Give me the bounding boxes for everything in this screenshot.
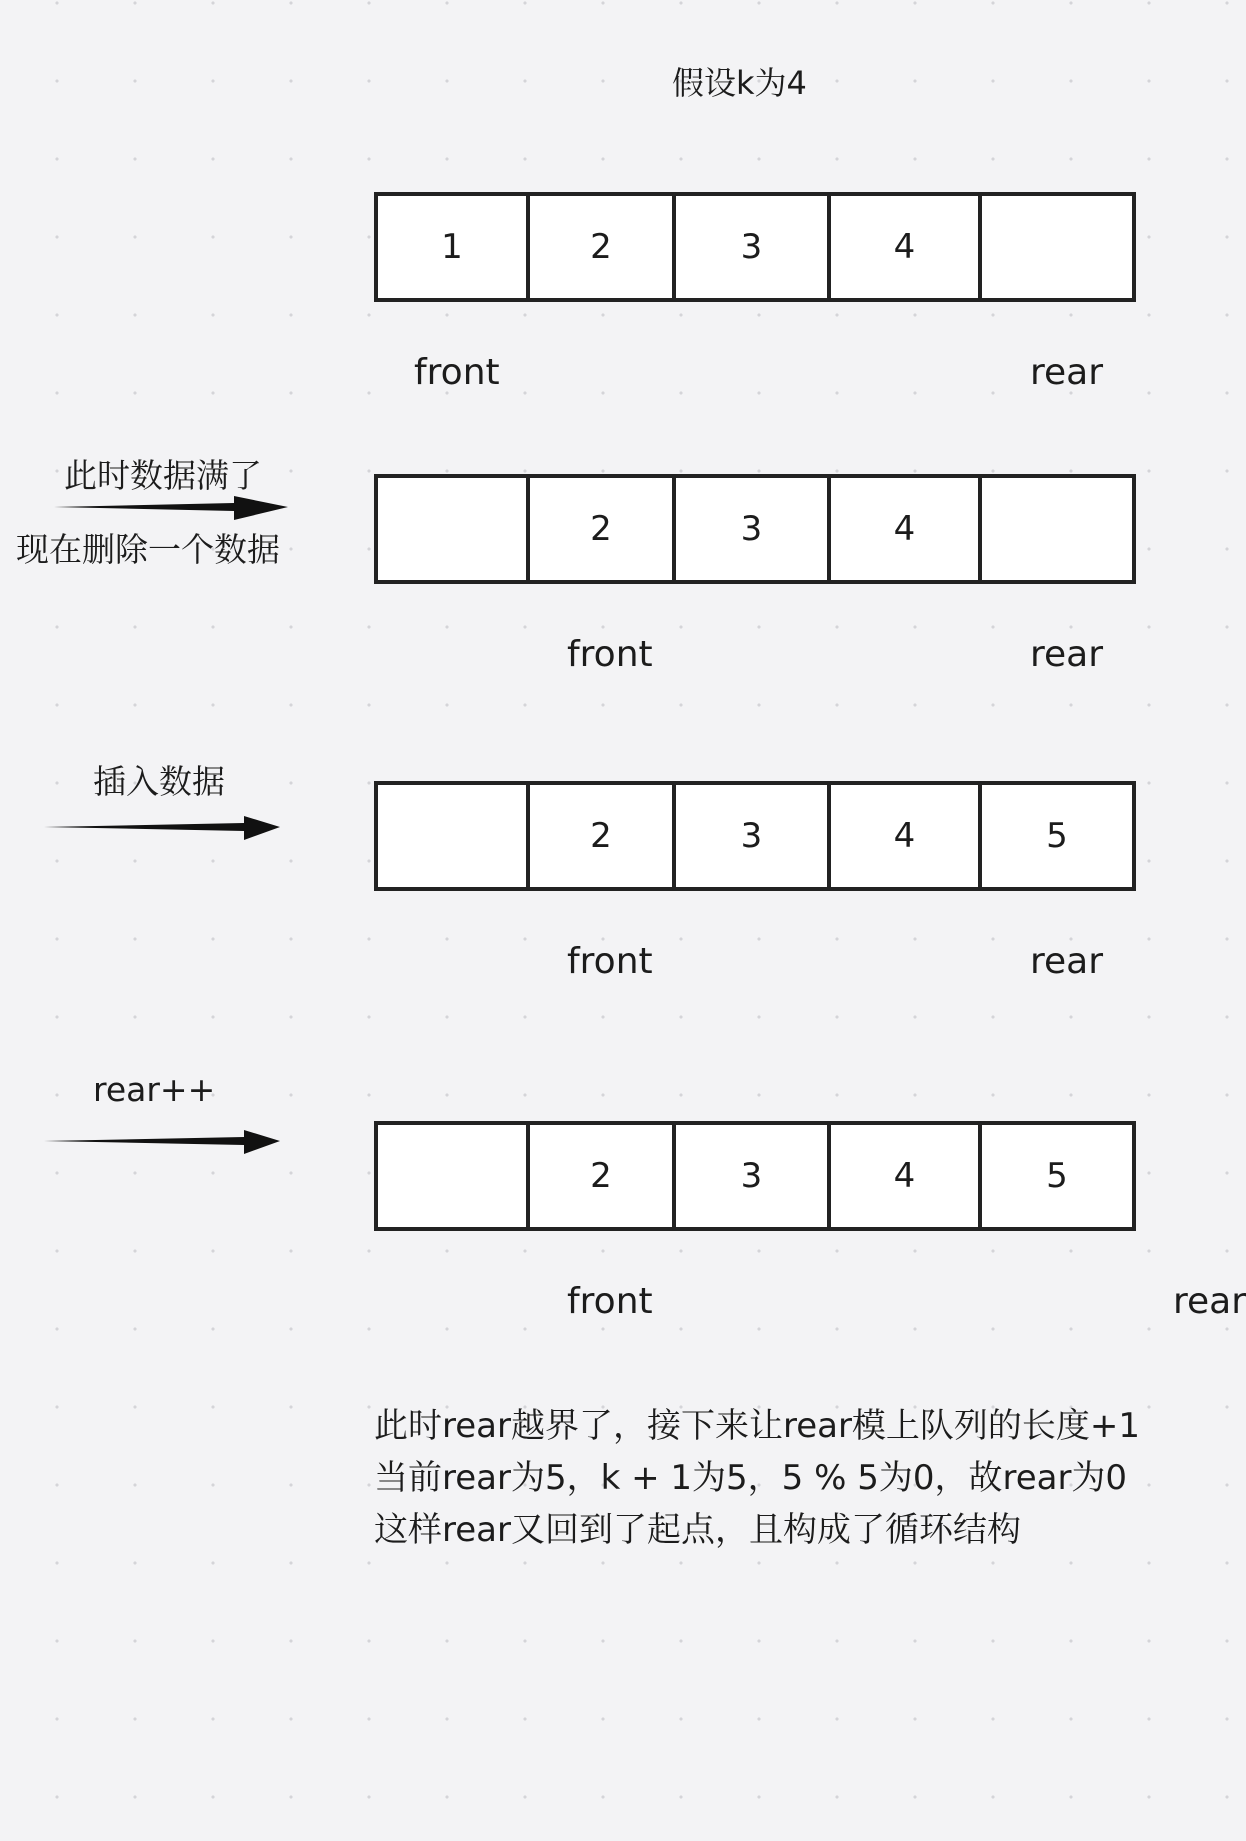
queue-cell	[378, 478, 530, 580]
rear-pointer-label: rear	[1030, 634, 1104, 675]
front-pointer-label: front	[567, 634, 653, 675]
queue-array-after-delete	[374, 474, 1136, 584]
step-label-insert: 插入数据	[93, 762, 225, 801]
queue-cell	[982, 196, 1132, 298]
queue-cell: 4	[831, 196, 982, 298]
step-label-delete: 现在删除一个数据	[16, 530, 280, 569]
queue-cell: 3	[676, 1125, 831, 1227]
arrow-icon	[44, 808, 284, 848]
step-label-full: 此时数据满了	[64, 456, 262, 495]
queue-cell: 3	[676, 785, 831, 887]
queue-cell: 5	[1046, 1156, 1068, 1196]
rear-pointer-label: rear	[1173, 1281, 1246, 1322]
rear-pointer-label: rear	[1030, 352, 1104, 393]
queue-array-after-insert	[374, 781, 1136, 891]
queue-cell	[378, 785, 530, 887]
queue-cell: 4	[831, 1125, 982, 1227]
explanation-line: 当前rear为5，k + 1为5，5 % 5为0，故rear为0	[374, 1458, 1128, 1498]
front-pointer-label: front	[567, 941, 653, 982]
explanation-line: 此时rear越界了，接下来让rear模上队列的长度+1	[374, 1406, 1141, 1446]
queue-cell: 3	[676, 478, 831, 580]
queue-array-initial	[374, 192, 1136, 302]
queue-cell: 4	[831, 785, 982, 887]
queue-cell: 3	[676, 196, 831, 298]
queue-cell: 2	[530, 196, 676, 298]
queue-array-after-increment	[374, 1121, 1136, 1231]
explanation-line: 这样rear又回到了起点，且构成了循环结构	[374, 1510, 1021, 1550]
arrow-icon	[54, 488, 294, 528]
front-pointer-label: front	[567, 1281, 653, 1322]
diagram-title: 假设k为4	[672, 64, 807, 102]
queue-cell: 2	[530, 785, 676, 887]
explanation-text	[374, 1400, 1140, 1556]
queue-cell: 2	[530, 478, 676, 580]
queue-cell: 5	[1046, 816, 1068, 856]
step-label-increment: rear++	[93, 1070, 216, 1109]
queue-cell	[982, 478, 1132, 580]
queue-cell	[378, 1125, 530, 1227]
queue-cell: 4	[831, 478, 982, 580]
queue-cell: 1	[378, 196, 530, 298]
arrow-icon	[44, 1122, 284, 1162]
front-pointer-label: front	[414, 352, 500, 393]
rear-pointer-label: rear	[1030, 941, 1104, 982]
queue-cell: 2	[530, 1125, 676, 1227]
